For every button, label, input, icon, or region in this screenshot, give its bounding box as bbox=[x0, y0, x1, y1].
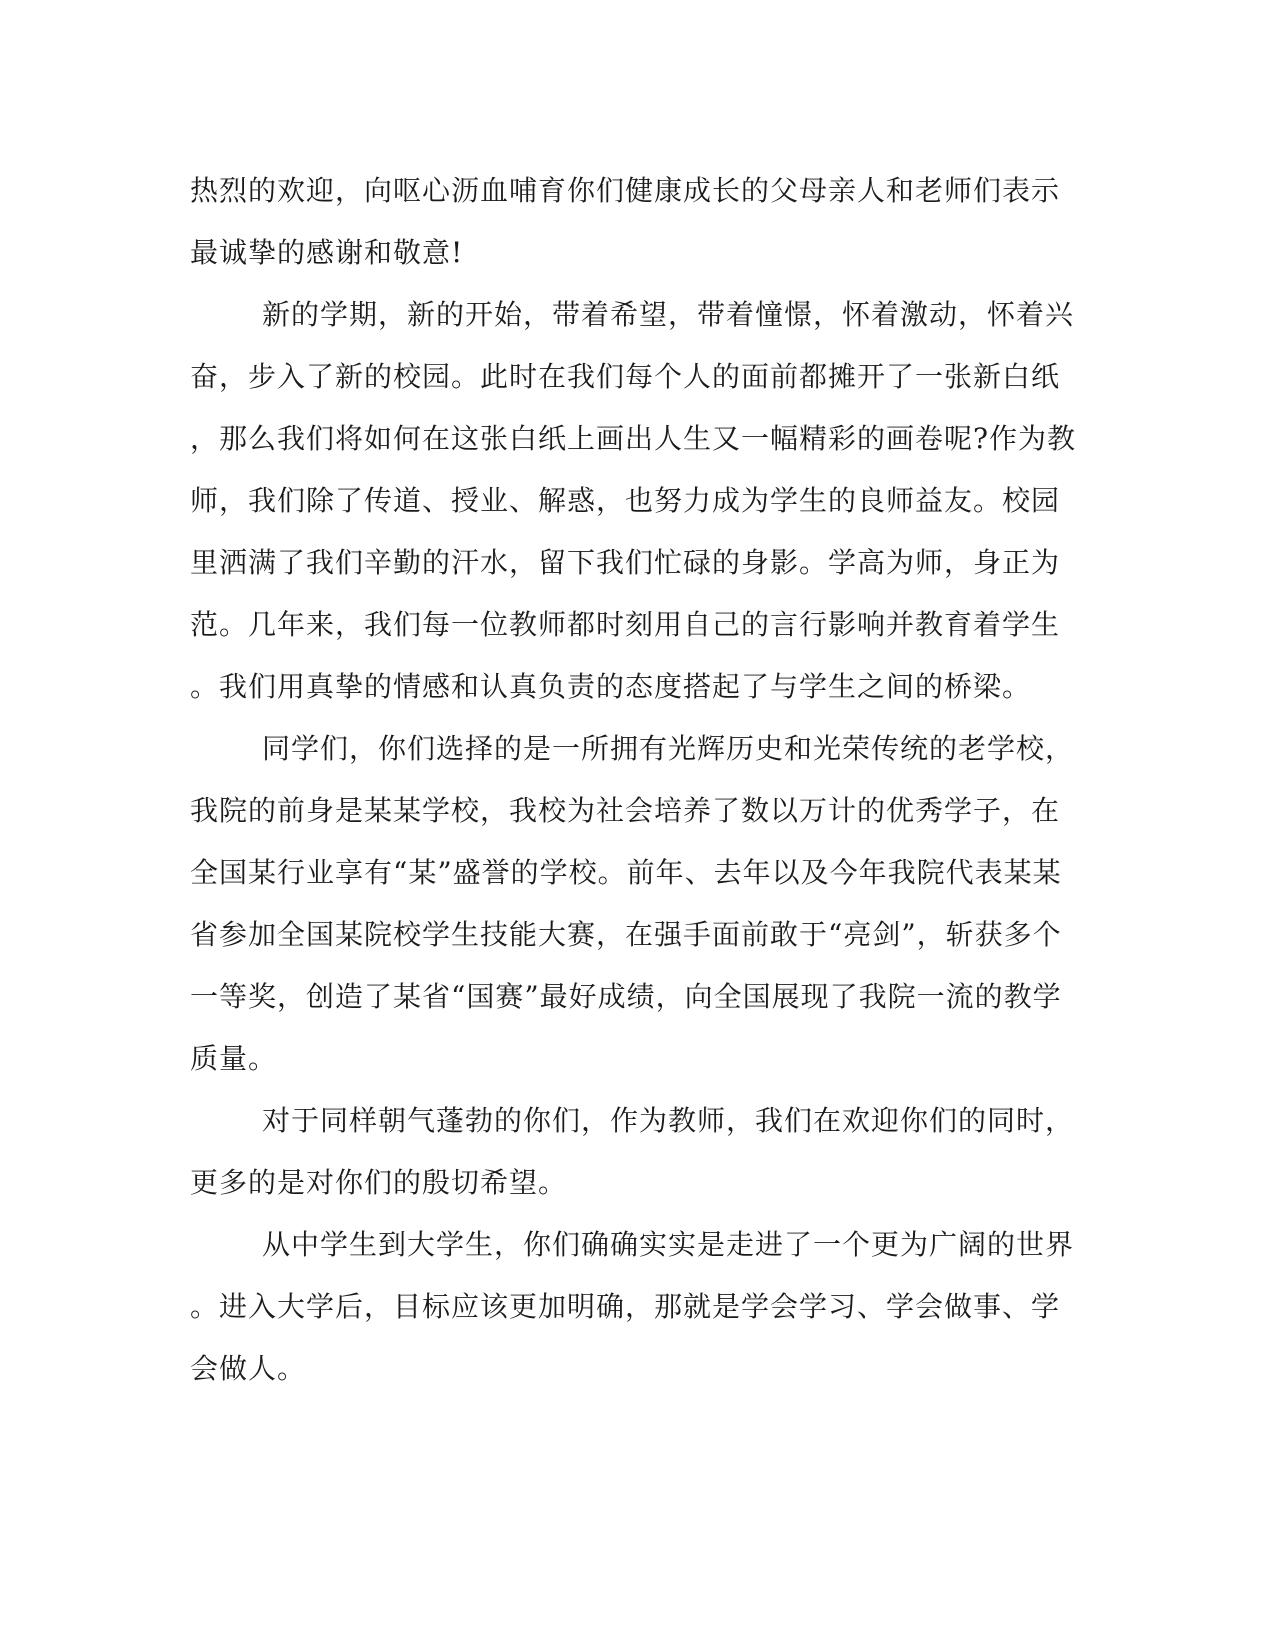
text-line: 一等奖，创造了某省“国赛”最好成绩，向全国展现了我院一流的教学 bbox=[190, 980, 1062, 1013]
text-line: 我院的前身是某某学校，我校为社会培养了数以万计的优秀学子，在 bbox=[190, 794, 1061, 827]
text-line: 范。几年来，我们每一位教师都时刻用自己的言行影响并教育着学生 bbox=[190, 608, 1061, 641]
text-line: 会做人。 bbox=[190, 1352, 307, 1385]
text-line: 奋，步入了新的校园。此时在我们每个人的面前都摊开了一张新白纸 bbox=[190, 360, 1061, 393]
text-line: 省参加全国某院校学生技能大赛，在强手面前敢于“亮剑”，斩获多个 bbox=[190, 918, 1062, 951]
text-line: 全国某行业享有“某”盛誉的学校。前年、去年以及今年我院代表某某 bbox=[190, 856, 1062, 889]
text-line: 更多的是对你们的殷切希望。 bbox=[190, 1166, 568, 1199]
text-line: 对于同样朝气蓬勃的你们，作为教师，我们在欢迎你们的同时， bbox=[262, 1104, 1075, 1137]
text-line: ，那么我们将如何在这张白纸上画出人生又一幅精彩的画卷呢?作为教 bbox=[190, 422, 1077, 455]
text-line: 从中学生到大学生，你们确确实实是走进了一个更为广阔的世界 bbox=[262, 1228, 1075, 1261]
text-line: 热烈的欢迎，向呕心沥血哺育你们健康成长的父母亲人和老师们表示 bbox=[190, 174, 1061, 207]
text-line: 同学们，你们选择的是一所拥有光辉历史和光荣传统的老学校， bbox=[262, 732, 1075, 765]
body-text bbox=[190, 160, 1080, 1400]
text-line: 质量。 bbox=[190, 1042, 278, 1075]
text-line: 新的学期，新的开始，带着希望，带着憧憬，怀着激动，怀着兴 bbox=[262, 298, 1075, 331]
text-line: 。进入大学后，目标应该更加明确，那就是学会学习、学会做事、学 bbox=[190, 1290, 1061, 1323]
text-line: 师，我们除了传道、授业、解惑，也努力成为学生的良师益友。校园 bbox=[190, 484, 1061, 517]
text-line: 里洒满了我们辛勤的汗水，留下我们忙碌的身影。学高为师，身正为 bbox=[190, 546, 1061, 579]
text-line: 最诚挚的感谢和敬意! bbox=[190, 236, 464, 269]
text-line: 。我们用真挚的情感和认真负责的态度搭起了与学生之间的桥梁。 bbox=[190, 670, 1032, 703]
